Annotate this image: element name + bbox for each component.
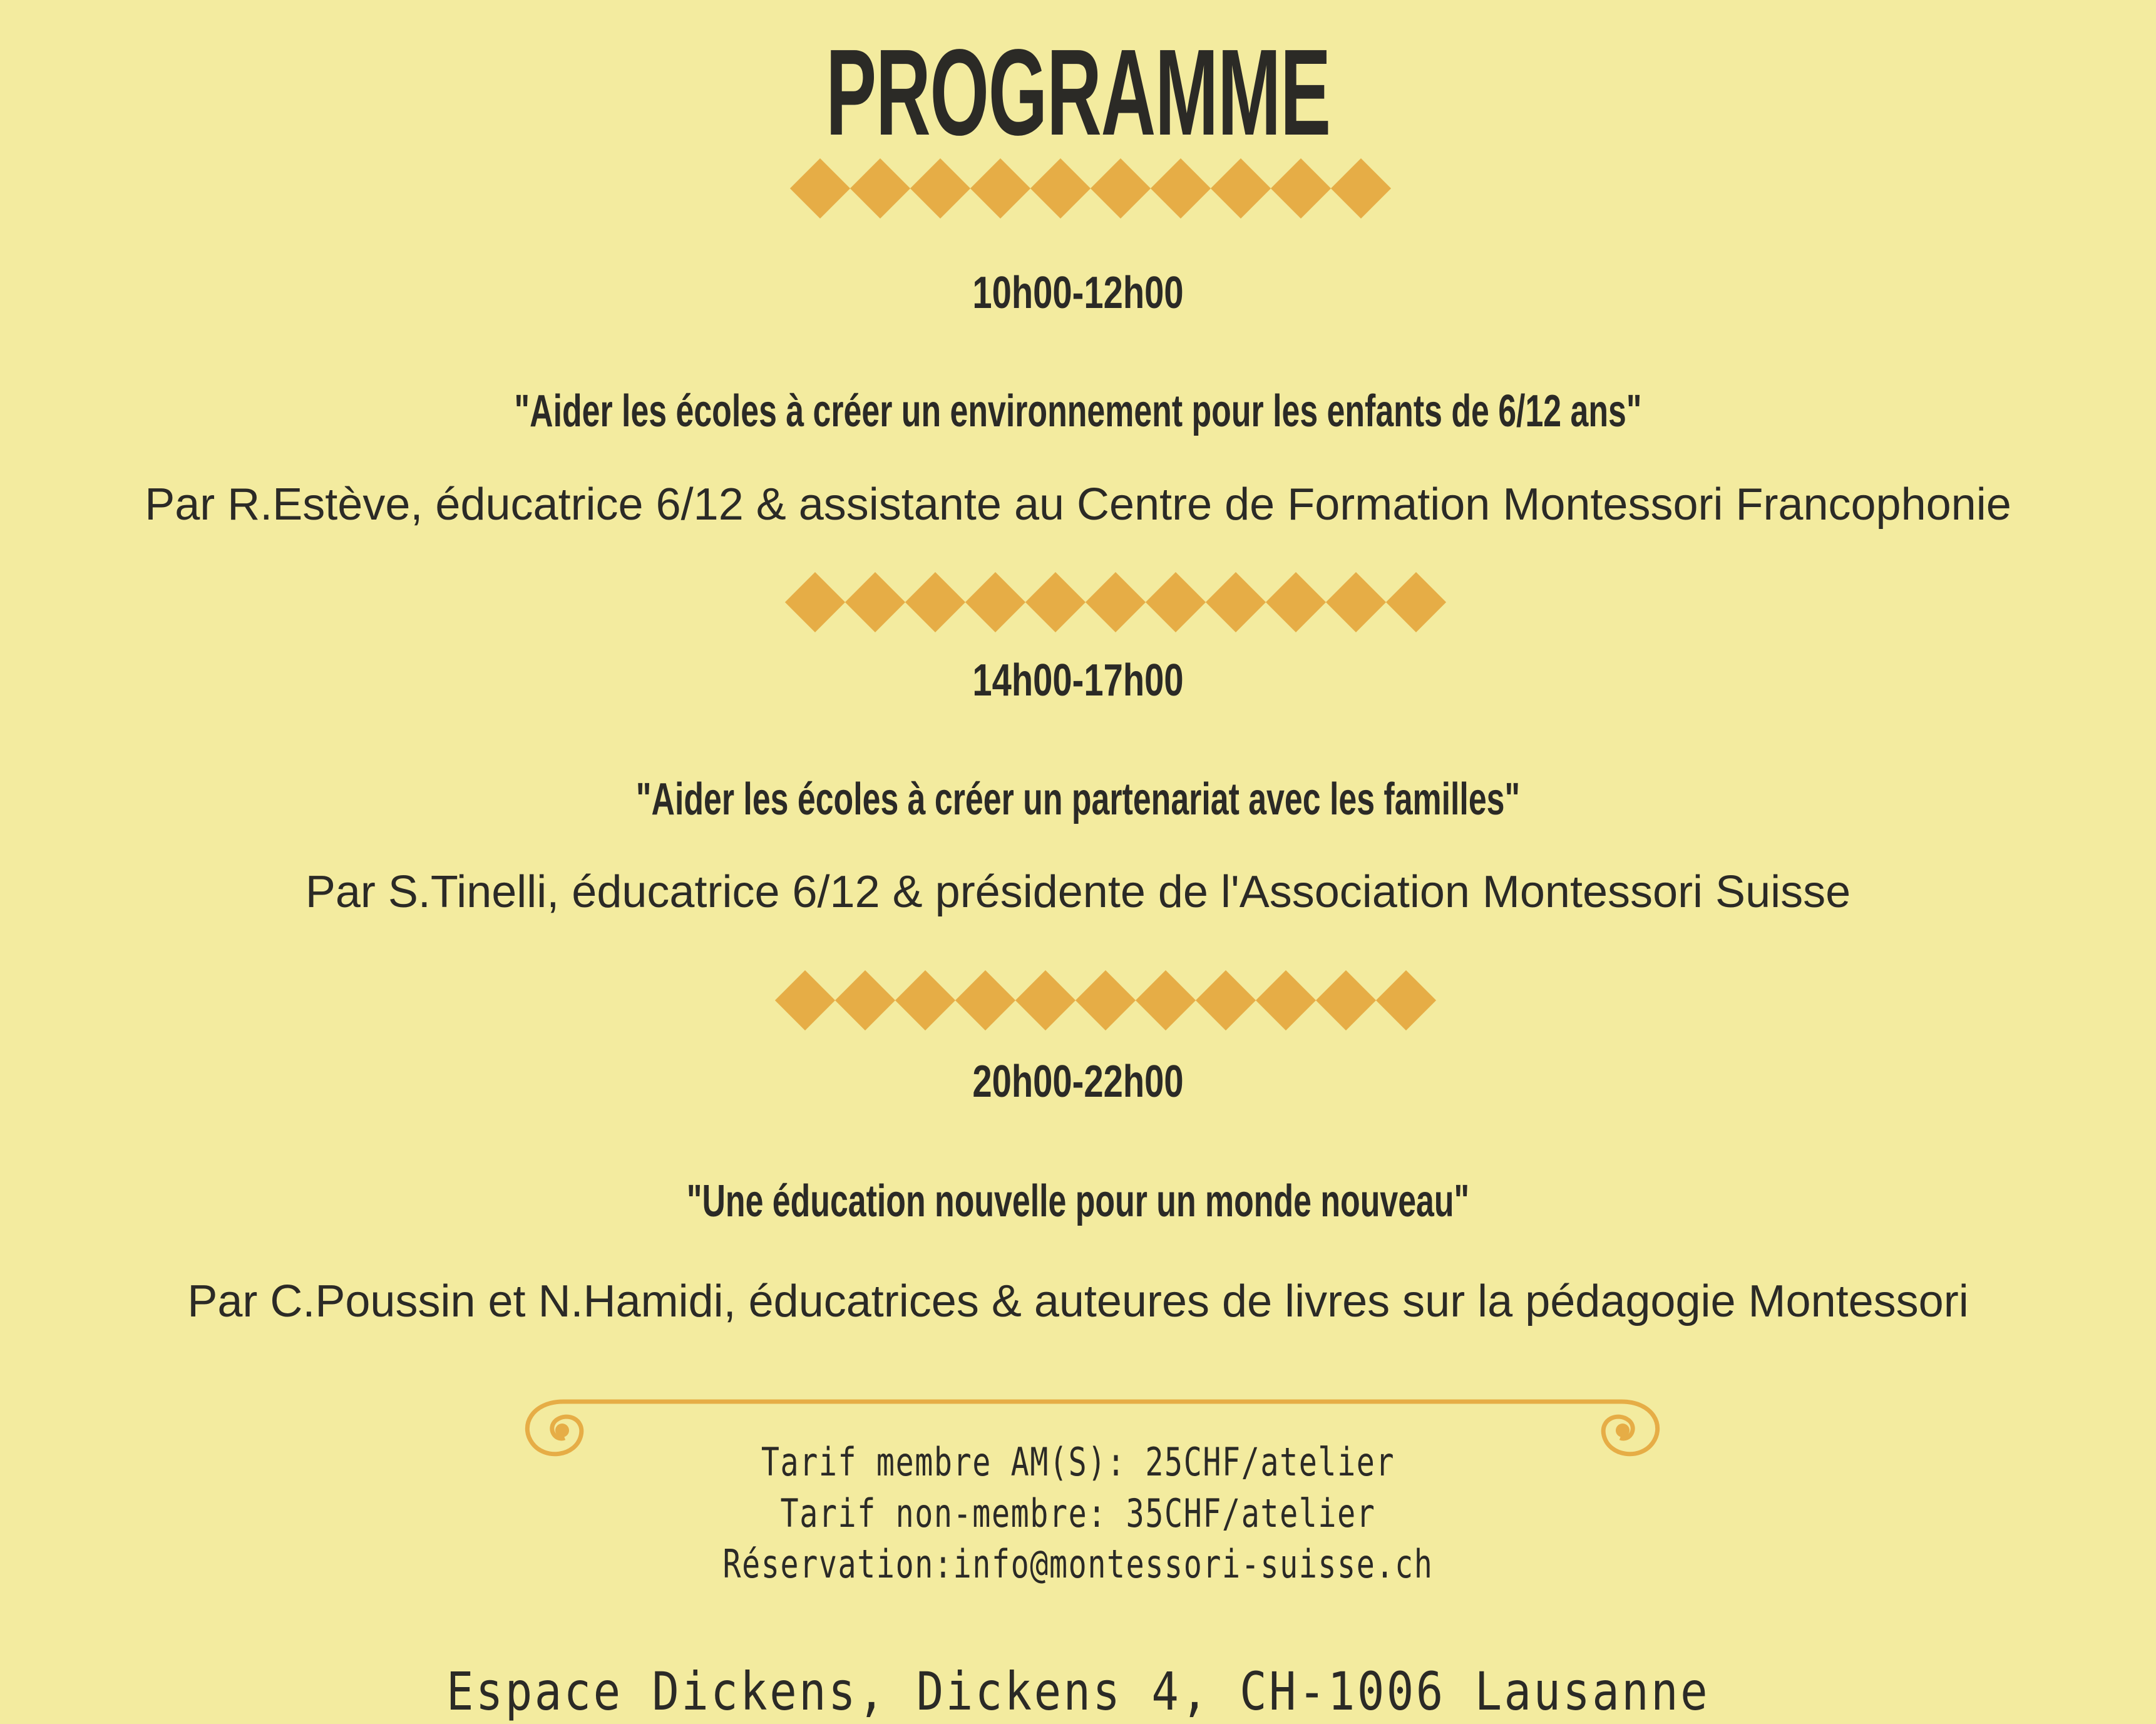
diamond-icon (905, 572, 965, 632)
diamond-icon (1206, 572, 1266, 632)
diamond-icon (775, 970, 835, 1030)
session-3-title: "Une éducation nouvelle pour un monde nouveau" (686, 1176, 1470, 1226)
diamond-icon (1136, 970, 1196, 1030)
diamond-icon (1266, 572, 1326, 632)
diamond-icon (1086, 572, 1146, 632)
diamond-icon (970, 158, 1030, 218)
session-3-speaker: Par C.Poussin et N.Hamidi, éducatrices & auteures de livres sur la pédagogie Montessori (187, 1276, 1969, 1326)
diamond-divider-icon (790, 158, 1391, 218)
page-title: PROGRAMME (826, 24, 1330, 161)
diamond-icon (790, 158, 850, 218)
diamond-icon (785, 572, 845, 632)
session-3-time: 20h00-22h00 (972, 1057, 1184, 1107)
diamond-icon (1316, 970, 1376, 1030)
session-2-time: 14h00-17h00 (972, 655, 1184, 706)
diamond-icon (1256, 970, 1316, 1030)
session-1-speaker: Par R.Estève, éducatrice 6/12 & assistante au Centre de Formation Montessori Francophonie (145, 480, 2011, 530)
diamond-icon (1146, 572, 1206, 632)
session-2-speaker: Par S.Tinelli, éducatrice 6/12 & présidente de l'Association Montessori Suisse (305, 867, 1851, 917)
diamond-icon (1376, 970, 1436, 1030)
diamond-icon (850, 158, 910, 218)
diamond-icon (955, 970, 1015, 1030)
pricing-non-member: Tarif non-membre: 35CHF/atelier (780, 1491, 1376, 1536)
diamond-icon (1025, 572, 1086, 632)
pricing-member: Tarif membre AM(S): 25CHF/atelier (761, 1439, 1395, 1485)
diamond-icon (1386, 572, 1446, 632)
diamond-icon (1151, 158, 1211, 218)
diamond-icon (1091, 158, 1151, 218)
reservation-email[interactable]: Réservation:info@montessori-suisse.ch (722, 1541, 1434, 1587)
diamond-icon (1030, 158, 1091, 218)
diamond-icon (965, 572, 1025, 632)
session-1-title: "Aider les écoles à créer un environnement pour les enfants de 6/12 ans" (514, 386, 1642, 436)
diamond-icon (835, 970, 895, 1030)
diamond-icon (1075, 970, 1136, 1030)
diamond-icon (1196, 970, 1256, 1030)
session-2-title: "Aider les écoles à créer un partenariat avec les familles" (635, 774, 1521, 824)
session-1-time: 10h00-12h00 (972, 268, 1184, 318)
diamond-icon (910, 158, 970, 218)
diamond-icon (1271, 158, 1331, 218)
diamond-icon (895, 970, 955, 1030)
diamond-icon (1326, 572, 1386, 632)
diamond-divider-icon (785, 572, 1446, 632)
venue-address: Espace Dickens, Dickens 4, CH-1006 Lausanne (446, 1661, 1710, 1722)
diamond-icon (1015, 970, 1075, 1030)
diamond-icon (845, 572, 905, 632)
diamond-divider-icon (775, 970, 1436, 1030)
diamond-icon (1211, 158, 1271, 218)
diamond-icon (1331, 158, 1391, 218)
